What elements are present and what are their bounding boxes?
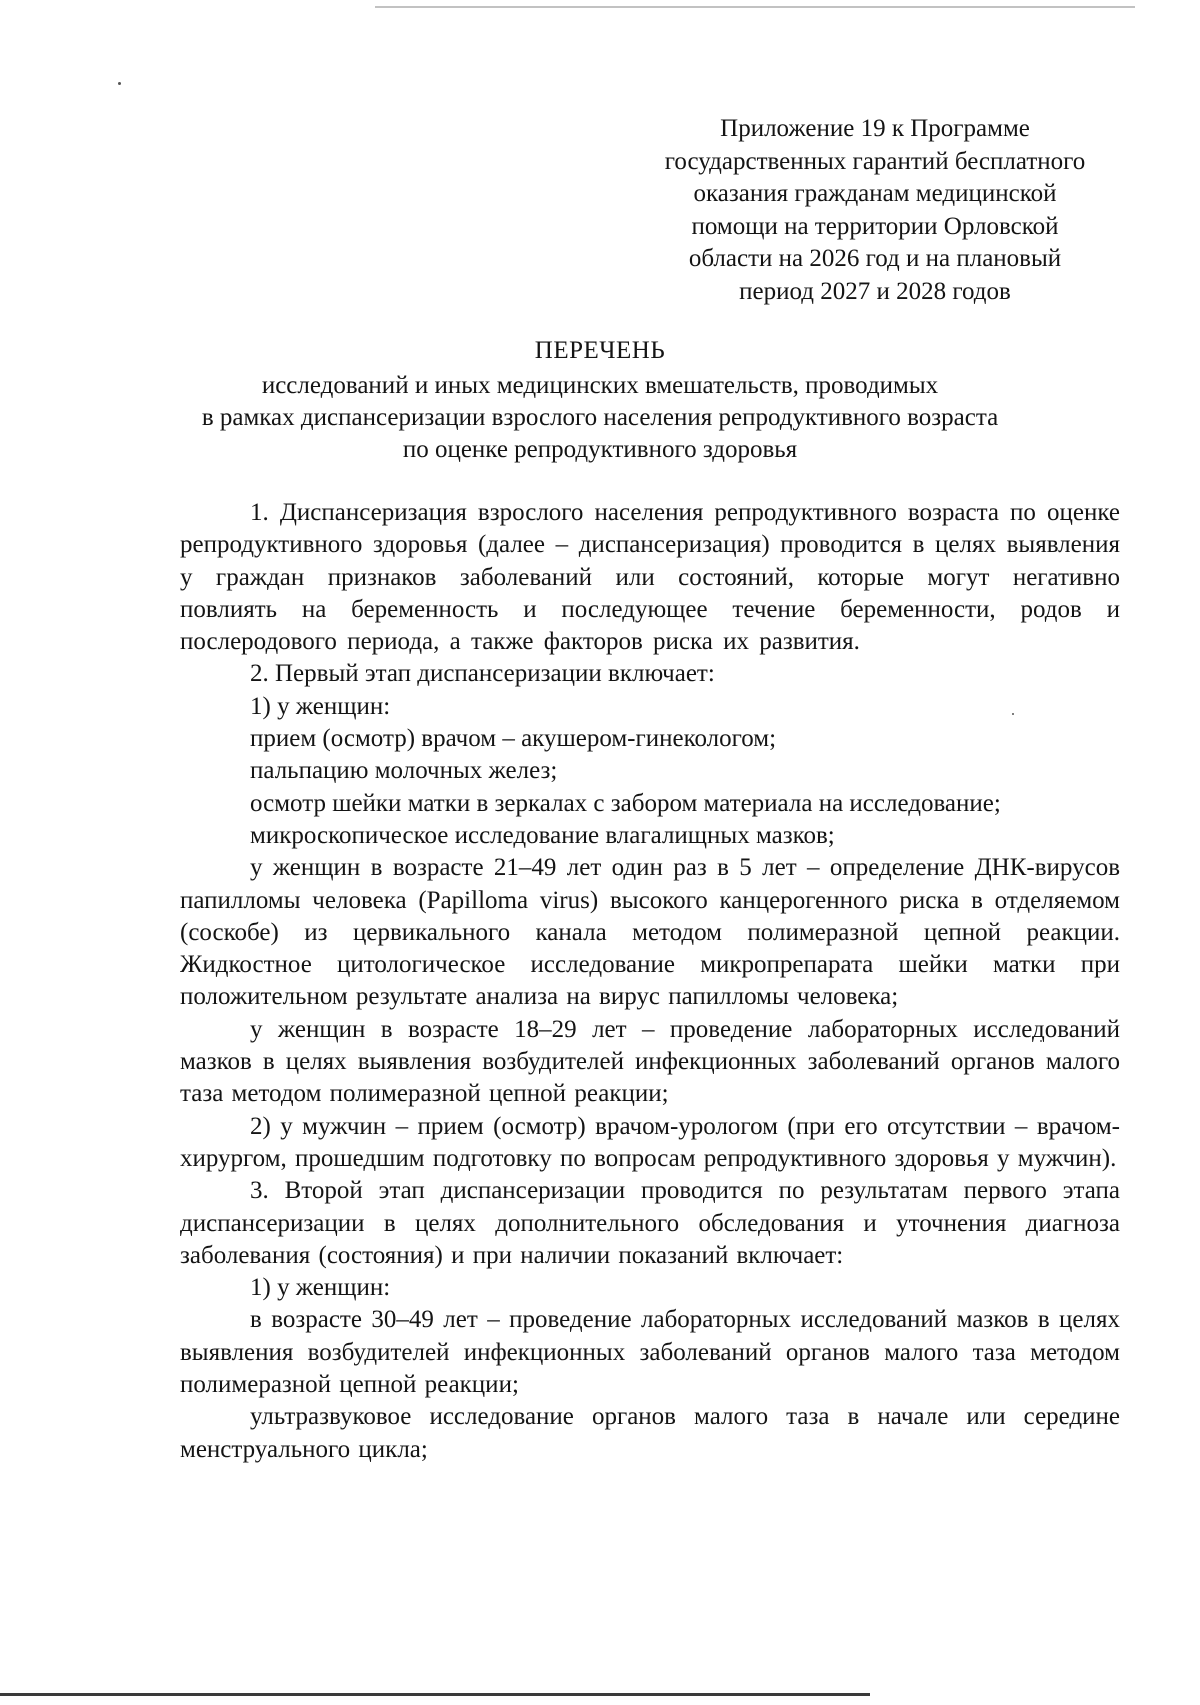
paragraph: 1. Диспансеризация взрослого населения репродуктивного возраста по оценке репродуктивного здоровья (далее – диспансеризация) проводится в целях выявления у граждан признаков заболеваний или состояний, которые могут негативно повлиять на беременность и последующее течение беременности, родов и послеродового периода, а также факторов риска их развития. [180,499,1120,656]
scan-speck [118,82,121,85]
appendix-line: Приложение 19 к Программе [720,115,1030,142]
appendix-line: период 2027 и 2028 годов [739,277,1011,305]
paragraph: у женщин в возрасте 21–49 лет один раз в 5 лет – определение ДНК-вирусов папилломы человека (Papilloma virus) высокого канцерогенного риска в отделяемом (соскобе) из цервикального канала методом полимеразной цепной реакции. Жидкостное цитологическое исследование микропрепарата шейки матки при положительном результате анализа на вирус папилломы человека; [180,854,1120,1011]
document-subtitle [100,370,1100,466]
paragraph: ультразвуковое исследование органов малого таза в начале или середине менструального цикла; [180,1403,1120,1463]
paragraph: осмотр шейки матки в зеркалах с забором материала на исследование; [250,789,1001,817]
document-title: ПЕРЕЧЕНЬ [534,337,666,364]
document-body [180,497,1120,1466]
paragraph: в возрасте 30–49 лет – проведение лабораторных исследований мазков в целях выявления возбудителей инфекционных заболеваний органов малого таза методом полимеразной цепной реакции; [180,1306,1120,1399]
scan-edge-top [375,6,1135,8]
appendix-line: государственных гарантий бесплатного [664,147,1086,175]
paragraph: у женщин в возрасте 18–29 лет – проведение лабораторных исследований мазков в целях выявления возбудителей инфекционных заболеваний органов малого таза методом полимеразной цепной реакции; [180,1015,1120,1108]
paragraph: 2. Первый этап диспансеризации включает: [250,660,715,688]
appendix-line: помощи на территории Орловской [691,212,1059,240]
paragraph: пальпацию молочных желез; [250,757,558,785]
paragraph: микроскопическое исследование влагалищных мазков; [250,821,835,849]
subtitle-line: исследований и иных медицинских вмешательств, проводимых [261,372,939,399]
appendix-line: области на 2026 год и на плановый [688,245,1062,272]
paragraph: 3. Второй этап диспансеризации проводится по результатам первого этапа диспансеризации в целях дополнительного обследования и уточнения диагноза заболевания (состояния) и при наличии показаний включает: [180,1177,1120,1269]
scan-edge-bottom [0,1693,870,1696]
paragraph: 2) у мужчин – прием (осмотр) врачом-урологом (при его отсутствии – врачом-хирургом, прошедшим подготовку по вопросам репродуктивного здоровья у мужчин). [180,1112,1120,1172]
appendix-line: оказания гражданам медицинской [693,180,1057,207]
paragraph: 1) у женщин: [250,692,391,720]
paragraph: прием (осмотр) врачом – акушером-гинекологом; [250,725,777,753]
subtitle-line: по оценке репродуктивного здоровья [402,436,798,463]
paragraph: 1) у женщин: [250,1274,391,1302]
subtitle-line: в рамках диспансеризации взрослого населения репродуктивного возраста [201,404,999,431]
appendix-note [600,113,1150,308]
